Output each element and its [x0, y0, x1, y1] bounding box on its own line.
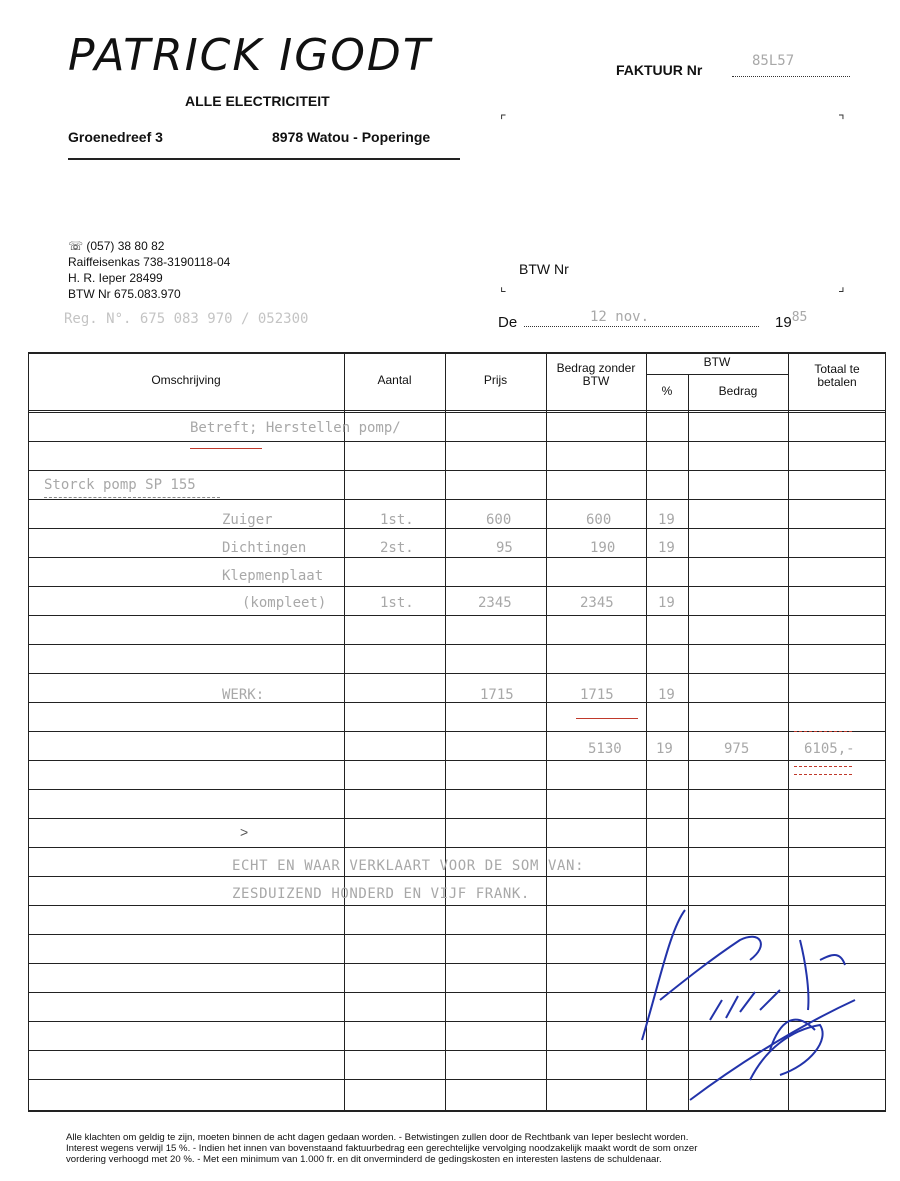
grand-total-underline-1	[794, 766, 852, 767]
table-row-line	[28, 818, 886, 819]
header-total: Totaal te betalen	[814, 362, 860, 389]
subtotal-underline	[576, 718, 638, 719]
table-row-line	[28, 731, 886, 732]
item-qty: 1st.	[380, 512, 414, 528]
footer-terms	[66, 1132, 697, 1165]
item-desc: (kompleet)	[242, 595, 327, 611]
window-corner-bl: ⌞	[500, 278, 507, 294]
company-logo: PATRICK IGODT	[68, 30, 432, 81]
year-prefix: 19	[775, 314, 792, 331]
year-suffix: 85	[791, 310, 808, 325]
footer-line: Interest wegens verwijl 15 %. - Indien het innen van bovenstaand faktuurbedrag een gerechtelijke vervolging noodzakelijk maakt wordt de som onzer	[66, 1143, 698, 1154]
header-btw: BTW	[703, 355, 731, 369]
table-row-line	[28, 586, 886, 587]
item-pct: 19	[658, 595, 675, 611]
phone-line	[68, 239, 164, 253]
bank-account: Raiffeisenkas 738-3190118-04	[68, 255, 231, 269]
item-desc: Zuiger	[222, 512, 273, 528]
table-row-line	[28, 410, 886, 411]
table-row-line	[28, 412, 886, 413]
table-row-line	[28, 557, 886, 558]
certify-line-2: ZESDUIZEND HONDERD EN VIJF FRANK.	[232, 886, 530, 902]
window-corner-tl: ⌜	[500, 112, 507, 128]
date-value: 12 nov.	[590, 309, 650, 325]
pump-model: Storck pomp SP 155	[44, 477, 196, 493]
btw-subheader-line	[646, 374, 788, 375]
window-corner-tr: ⌝	[838, 112, 845, 128]
invoice-number-line	[732, 76, 850, 77]
footer-line: Alle klachten om geldig te zijn, moeten binnen de acht dagen gedaan worden. - Betwistingen zullen door de Rechtbank van Ieper beslecht worden.	[66, 1132, 689, 1143]
work-desc: WERK:	[222, 687, 265, 703]
certify-line-1: ECHT EN WAAR VERKLAART VOOR DE SOM VAN:	[232, 858, 585, 874]
table-row-line	[28, 644, 886, 645]
phone-icon: ☏	[68, 239, 84, 253]
header-rule	[68, 158, 460, 160]
table-row-line	[28, 615, 886, 616]
subject-line: Betreft; Herstellen pomp/	[190, 420, 401, 436]
header-btw-amount: Bedrag	[718, 384, 758, 398]
handwritten-signature	[630, 900, 870, 1110]
total-btw-amount: 975	[724, 741, 750, 757]
table-row-line	[28, 847, 886, 848]
table-row-line	[28, 702, 886, 703]
table-row-line	[28, 876, 886, 877]
total-excl: 5130	[588, 741, 622, 757]
header-amount-excl: Bedrag zonder BTW	[556, 361, 636, 388]
subject-underline	[190, 448, 262, 449]
table-row-line	[28, 441, 886, 442]
item-pct: 19	[658, 540, 675, 556]
item-price: 2345	[478, 595, 512, 611]
invoice-number-label: FAKTUUR Nr	[616, 62, 703, 78]
table-row-line	[28, 470, 886, 471]
item-pct: 19	[658, 512, 675, 528]
header-description: Omschrijving	[151, 373, 221, 387]
phone-number: (057) 38 80 82	[86, 239, 165, 253]
item-price: 600	[486, 512, 512, 528]
item-qty: 2st.	[380, 540, 414, 556]
table-row-line	[28, 673, 886, 674]
pump-underline	[44, 497, 220, 498]
table-row-line	[28, 499, 886, 500]
item-price: 95	[496, 540, 513, 556]
year-label	[775, 310, 808, 331]
table-row-line	[28, 789, 886, 790]
work-price: 1715	[480, 687, 514, 703]
invoice-number-value: 85L57	[752, 53, 795, 69]
company-city: 8978 Watou - Poperinge	[272, 129, 431, 145]
item-amount: 2345	[580, 595, 614, 611]
header-quantity: Aantal	[377, 373, 412, 387]
col-divider-2	[445, 352, 446, 1112]
grand-total: 6105,-	[804, 741, 855, 757]
item-amount: 190	[590, 540, 616, 556]
arrow-mark: >	[240, 824, 249, 840]
window-corner-br: ⌟	[838, 278, 845, 294]
item-desc: Klepmenplaat	[222, 568, 324, 584]
header-btw-percent: %	[661, 384, 673, 398]
date-label: De	[498, 314, 518, 331]
company-tagline: ALLE ELECTRICITEIT	[185, 93, 330, 109]
registration-number: Reg. N°. 675 083 970 / 052300	[64, 311, 309, 327]
col-divider-3	[546, 352, 547, 1112]
table-row-line	[28, 528, 886, 529]
trade-register: H. R. Ieper 28499	[68, 271, 163, 285]
grand-total-underline-2	[794, 774, 852, 775]
work-amount: 1715	[580, 687, 614, 703]
company-street: Groenedreef 3	[68, 129, 163, 145]
company-vat: BTW Nr 675.083.970	[68, 287, 181, 301]
date-line	[524, 326, 759, 327]
item-desc: Dichtingen	[222, 540, 307, 556]
customer-vat-label: BTW Nr	[519, 261, 569, 277]
total-pct: 19	[656, 741, 673, 757]
work-pct: 19	[658, 687, 675, 703]
col-divider-1	[344, 352, 345, 1112]
item-qty: 1st.	[380, 595, 414, 611]
header-price: Prijs	[483, 373, 508, 387]
item-amount: 600	[586, 512, 612, 528]
grand-total-overline	[794, 731, 852, 732]
table-row-line	[28, 760, 886, 761]
footer-line: vordering verhoogd met 20 %. - Met een minimum van 1.000 fr. en dit onverminderd de gedingskosten en interesten lastens de schuldenaar.	[66, 1154, 662, 1165]
